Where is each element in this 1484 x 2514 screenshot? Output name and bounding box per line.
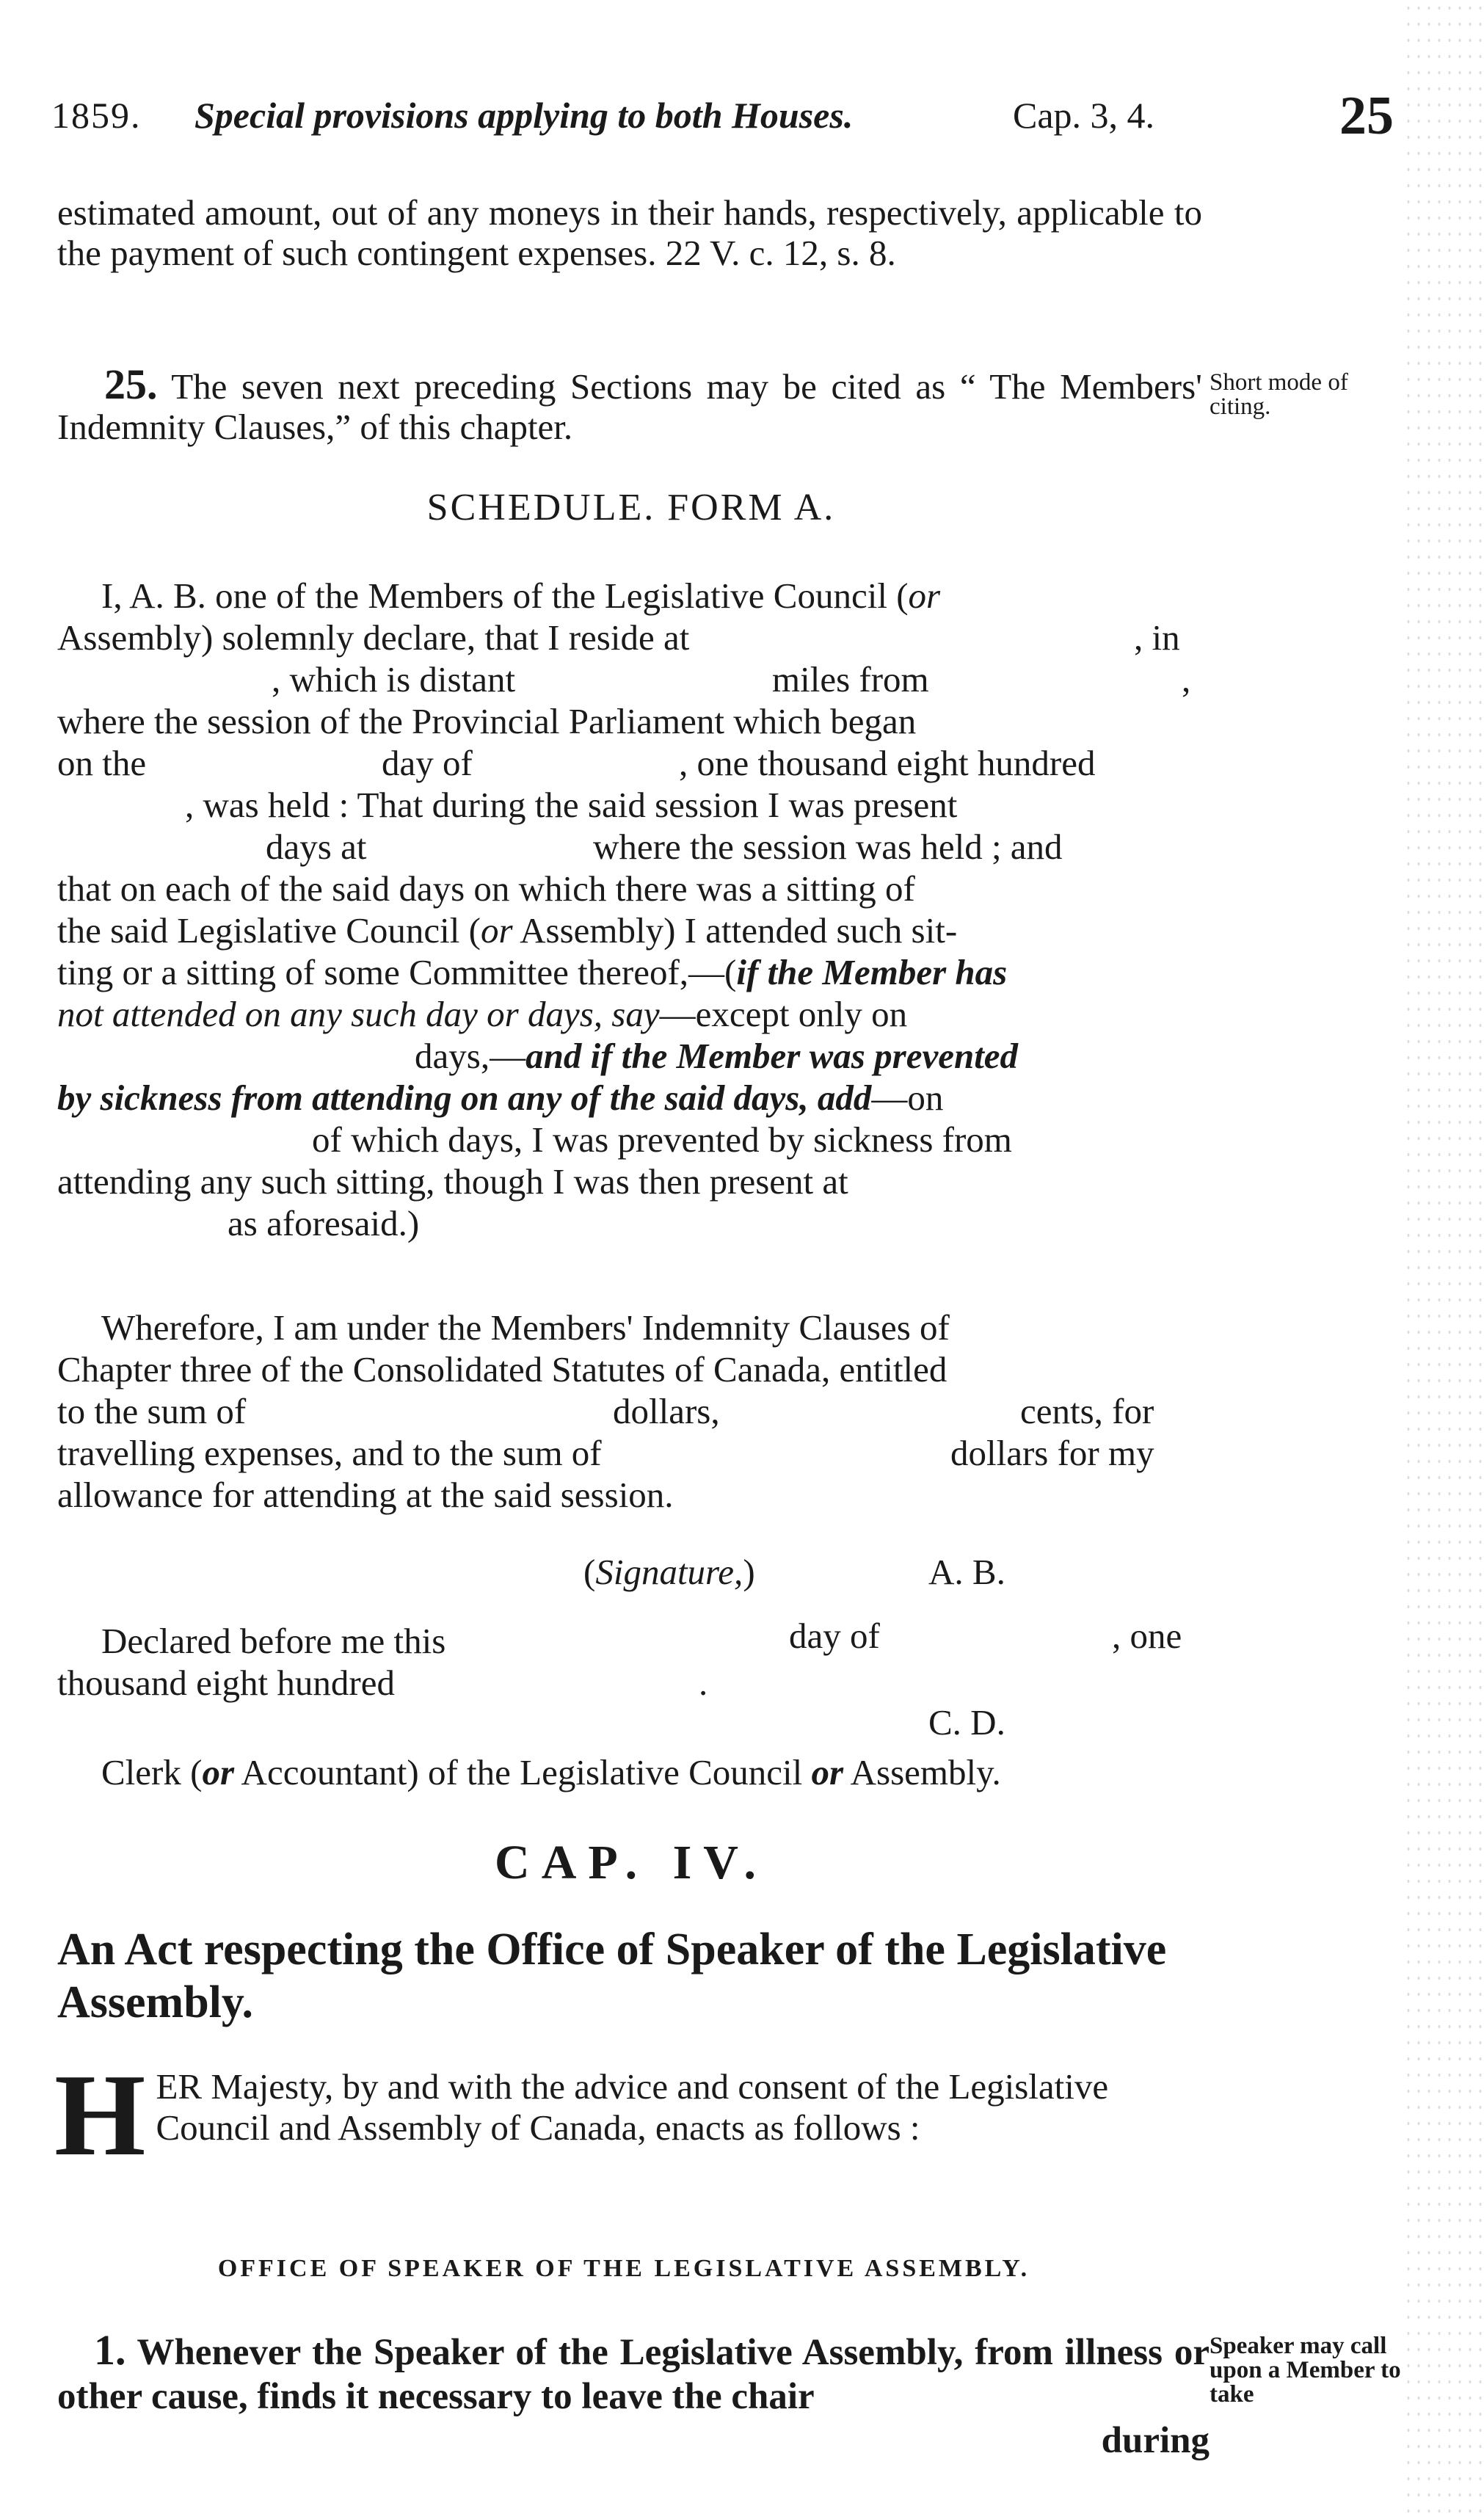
form-text-italic: or [908, 575, 941, 616]
clerk-text-italic: or [202, 1752, 235, 1792]
paren-close: ) [743, 1552, 755, 1592]
wherefore-line-2: Chapter three of the Consolidated Statutes of Canada, entitled [57, 1349, 947, 1389]
header-year: 1859. [51, 95, 142, 136]
wherefore-line-3-mid: dollars, [613, 1391, 720, 1431]
clerk-line [101, 1751, 1001, 1793]
form-text-italic: and if the Member was prevented [525, 1036, 1019, 1076]
form-text-italic: not attended on any such day or days, say [57, 994, 660, 1034]
form-line-14: of which days, I was prevented by sickness from [312, 1119, 1012, 1160]
schedule-heading: SCHEDULE. FORM A. [426, 487, 836, 528]
form-text: —except only on [659, 994, 908, 1034]
form-line-8: that on each of the said days on which there was a sitting of [57, 868, 915, 909]
page-number: 25 [1339, 86, 1394, 146]
drop-cap: H [54, 2049, 146, 2180]
form-line-7: days at [266, 827, 367, 867]
section-1-number: 1. [94, 2326, 126, 2374]
clerk-text: Clerk ( [101, 1752, 203, 1792]
enacting-clause [54, 2049, 1202, 2180]
section-1-text: Whenever the Speaker of the Legislative Assembly, from illness or other cause, finds it necessary to leave the chair [57, 2332, 1210, 2417]
form-line-15: attending any such sitting, though I was then present at [57, 1161, 848, 1202]
form-line-11 [57, 993, 907, 1035]
wherefore-line-1: Wherefore, I am under the Members' Indemnity Clauses of [101, 1307, 950, 1348]
declared-line-2-dot: . [699, 1663, 708, 1703]
form-text: the said Legislative Council ( [57, 910, 481, 951]
section-1 [57, 2328, 1210, 2463]
wherefore-line-5: allowance for attending at the said session. [57, 1475, 674, 1515]
form-text: Assembly) I attended such sit- [512, 910, 958, 951]
form-line-16: as aforesaid.) [228, 1203, 420, 1243]
page-edge-noise [1403, 0, 1484, 2514]
form-line-3: , which is distant [272, 659, 516, 700]
form-line-13 [57, 1077, 943, 1119]
signature-word: Signature, [595, 1552, 743, 1592]
section-25-paragraph [57, 360, 1203, 447]
wherefore-line-3: to the sum of [57, 1391, 247, 1431]
form-text-italic: if the Member has [736, 952, 1008, 992]
enacting-text: ER Majesty, by and with the advice and consent of the Legislative Council and Assembly of Canada, enacts as follows : [156, 2066, 1109, 2148]
act-title: An Act respecting the Office of Speaker of the Legislative Assembly. [57, 1925, 1167, 2027]
form-line-1 [101, 575, 940, 617]
paragraph-continuation [57, 192, 1202, 273]
form-line-2-end: , in [1134, 617, 1180, 658]
form-line-12 [415, 1035, 1018, 1077]
declared-line-1-end: , one [1112, 1616, 1182, 1656]
form-line-3-end: , [1182, 659, 1191, 700]
form-line-9 [57, 909, 957, 951]
declared-line-1: Declared before me this [101, 1621, 446, 1661]
clerk-text: Assembly. [843, 1752, 1001, 1792]
form-line-5-end: , one thousand eight hundred [679, 743, 1096, 783]
margin-note-short-mode: Short mode of citing. [1210, 369, 1348, 420]
section-1-catchword: during [1101, 2420, 1210, 2461]
section-text: The seven next preceding Sections may be cited as “ The Members' Indemnity Clauses,” of this chapter. [57, 366, 1203, 447]
section-1-paragraph [57, 2328, 1210, 2419]
form-line-6: , was held : That during the said session I was present [185, 785, 958, 825]
section-25 [57, 360, 1203, 447]
margin-note-speaker: Speaker may call upon a Member to take [1210, 2333, 1401, 2408]
form-line-5: on the [57, 743, 147, 783]
wherefore-line-4-end: dollars for my [950, 1433, 1154, 1473]
form-text-italic: by sickness from attending on any of the said days, add [57, 1078, 872, 1118]
clerk-text: Accountant) of the Legislative Council [234, 1752, 812, 1792]
form-text: Assembly) solemnly declare, that I reside at [57, 617, 690, 658]
form-line-2 [57, 617, 689, 658]
header-chapter: Cap. 3, 4. [1013, 95, 1155, 136]
clerk-text-italic: or [811, 1752, 844, 1792]
form-line-5-mid: day of [382, 743, 473, 783]
form-text: I, A. B. one of the Members of the Legislative Council ( [101, 575, 909, 616]
section-number: 25. [104, 360, 158, 408]
wherefore-line-3-end: cents, for [1020, 1391, 1154, 1431]
form-text: —on [871, 1078, 944, 1118]
header-title: Special provisions applying to both Houses. [194, 95, 854, 136]
form-line-7-end: where the session was held ; and [593, 827, 1063, 867]
signature-name: A. B. [928, 1552, 1005, 1592]
form-text: days,— [415, 1036, 526, 1076]
wherefore-line-4: travelling expenses, and to the sum of [57, 1433, 602, 1473]
clerk-signature: C. D. [928, 1702, 1005, 1743]
form-line-10 [57, 951, 1007, 993]
form-line-4: where the session of the Provincial Parliament which began [57, 701, 917, 741]
section-subheading: OFFICE OF SPEAKER OF THE LEGISLATIVE ASSEMBLY. [217, 2255, 1030, 2282]
form-line-3-mid: miles from [772, 659, 929, 700]
form-text: ting or a sitting of some Committee thereof,—( [57, 952, 737, 992]
running-header [51, 86, 1394, 153]
paragraph-text: estimated amount, out of any moneys in their hands, respectively, applicable to the payment of such contingent expenses. 22 V. c. 12, s. 8. [57, 192, 1202, 273]
form-text-italic: or [480, 910, 513, 951]
declared-line-2: thousand eight hundred [57, 1663, 395, 1703]
signature-label [583, 1551, 755, 1593]
paren-open: ( [583, 1552, 596, 1592]
declared-line-1-mid: day of [789, 1616, 880, 1656]
chapter-heading: CAP. IV. [495, 1836, 768, 1889]
